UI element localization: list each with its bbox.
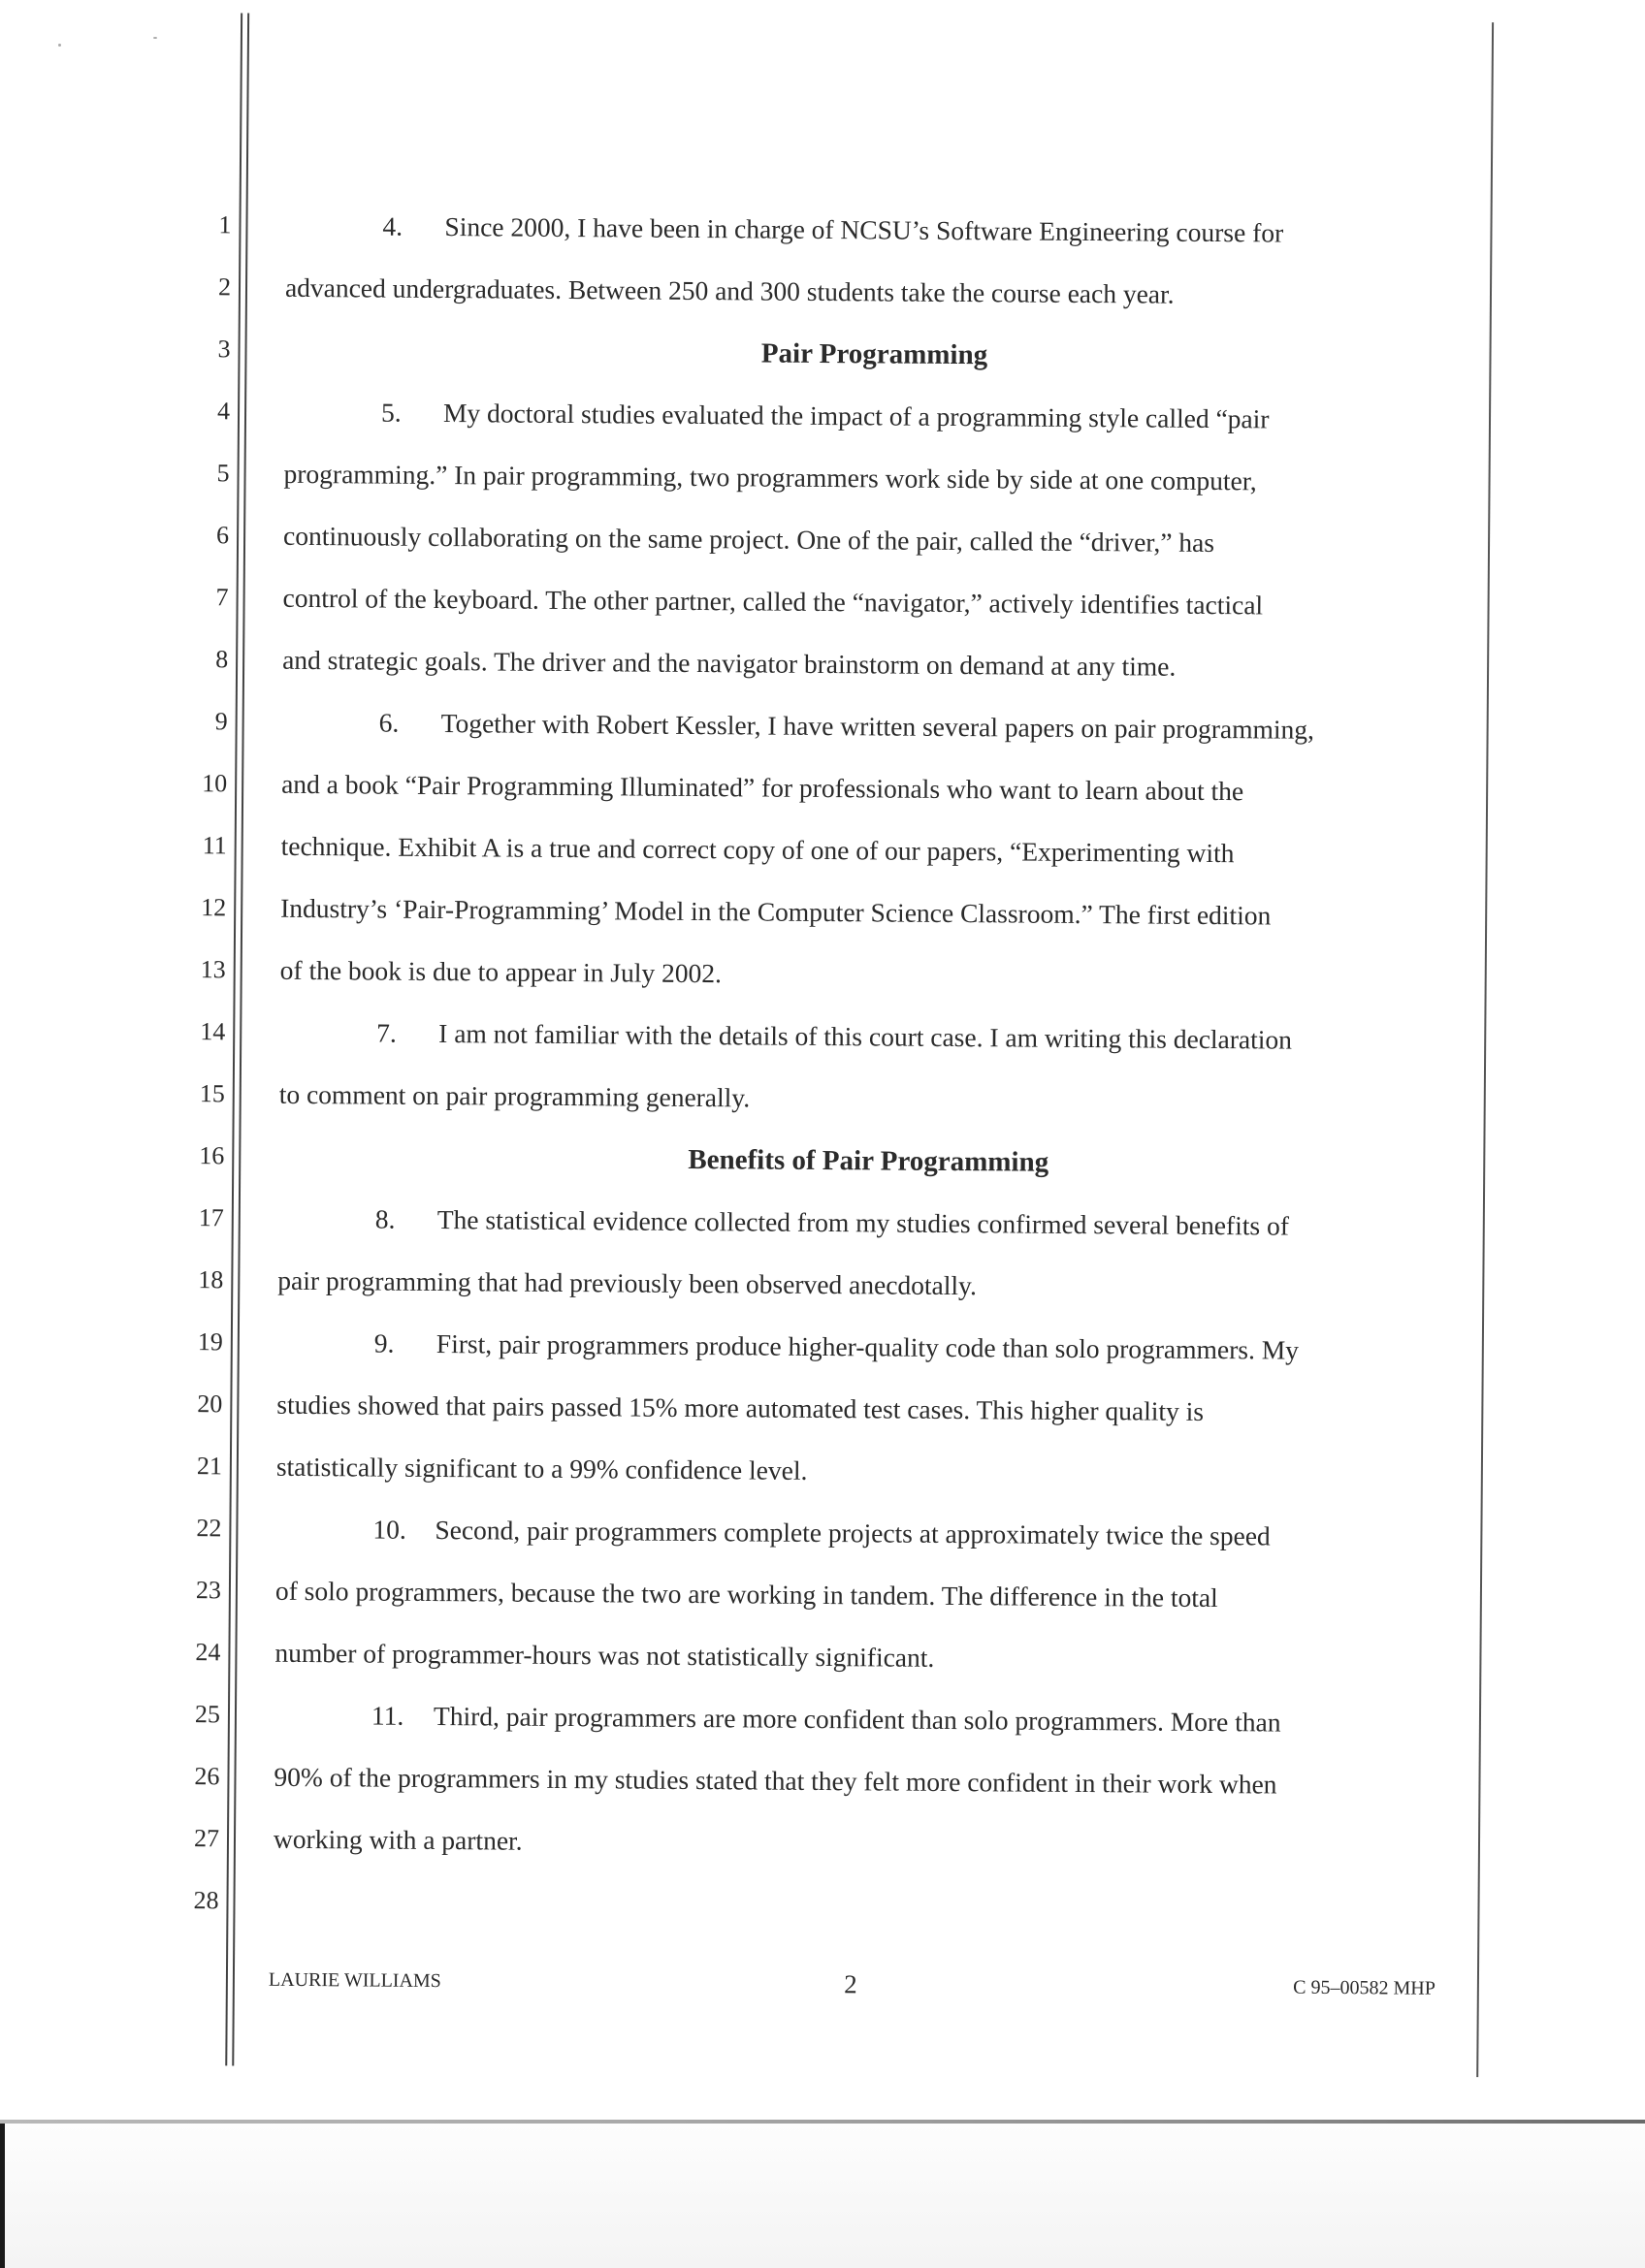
scanner-background	[0, 2124, 1645, 2268]
text-line: pair programming that had previously been observed anecdotally.	[277, 1264, 978, 1301]
paragraph-number: 11.	[371, 1700, 404, 1731]
footer-case-number: C 95–00582 MHP	[1293, 1976, 1435, 1999]
line-number: 19	[197, 1327, 223, 1357]
paragraph-first-line	[382, 196, 1283, 265]
line-number: 18	[198, 1265, 224, 1294]
line-number: 14	[200, 1017, 226, 1046]
text-line: technique. Exhibit A is a true and correct copy of one of our papers, “Experimenting with	[280, 830, 1235, 869]
paragraph-first-line	[374, 1313, 1300, 1382]
right-margin-rule	[1476, 22, 1494, 2077]
line-number: 22	[196, 1514, 222, 1543]
scanner-edge-strip	[0, 2124, 5, 2268]
text-line: of solo programmers, because the two are working in tandem. The difference in the total	[274, 1575, 1218, 1613]
line-number: 7	[215, 583, 229, 612]
line-number: 17	[198, 1203, 224, 1232]
paragraph-number: 6.	[378, 707, 400, 738]
text-line: continuously collaborating on the same project. One of the pair, called the “driver,” has	[282, 520, 1215, 559]
text-line: statistically significant to a 99% confidence level.	[275, 1451, 808, 1485]
line-number: 20	[197, 1390, 223, 1419]
text-line: control of the keyboard. The other partner, called the “navigator,” actively identifies tactical	[282, 582, 1264, 621]
paragraph-number: 9.	[373, 1327, 395, 1358]
text-line: Industry’s ‘Pair-Programming’ Model in the Computer Science Classroom.” The first edition	[280, 892, 1272, 931]
paragraph-first-line	[378, 692, 1314, 761]
paragraph-first-line	[376, 1003, 1292, 1071]
paragraph-text: My doctoral studies evaluated the impact of a programming style called “pair	[442, 398, 1270, 434]
text-line: 90% of the programmers in my studies stated that they felt more confident in their work when	[274, 1761, 1277, 1800]
line-number: 25	[194, 1700, 221, 1729]
line-number: 10	[202, 769, 228, 798]
line-number: 21	[196, 1452, 223, 1481]
line-number: 15	[199, 1079, 225, 1108]
line-number: 4	[216, 397, 231, 426]
paragraph-text: The statistical evidence collected from my studies confirmed several benefits of	[436, 1204, 1290, 1241]
footer-page-number: 2	[844, 1969, 857, 1999]
paragraph-number: 10.	[372, 1514, 406, 1545]
line-number: 12	[201, 893, 227, 922]
paragraph-number: 4.	[382, 210, 403, 241]
text-line: working with a partner.	[273, 1823, 523, 1856]
line-number: 1	[218, 210, 232, 240]
text-line: and a book “Pair Programming Illuminated” for professionals who want to learn about the	[281, 768, 1244, 807]
line-number: 13	[200, 955, 226, 984]
text-line: of the book is due to appear in July 2002.	[279, 954, 723, 989]
text-line: to comment on pair programming generally.	[278, 1078, 751, 1113]
paragraph-number: 8.	[374, 1203, 396, 1234]
line-number: 23	[195, 1576, 222, 1605]
text-line: and strategic goals. The driver and the navigator brainstorm on demand at any time.	[282, 644, 1177, 682]
line-number: 3	[217, 335, 231, 364]
footer-declarant-name: LAURIE WILLIAMS	[268, 1968, 441, 1993]
line-number: 11	[202, 831, 227, 860]
paragraph-first-line	[381, 382, 1270, 451]
paragraph-text: First, pair programmers produce higher-quality code than solo programmers. My	[435, 1328, 1300, 1365]
paragraph-text: I am not familiar with the details of this court case. I am writing this declaration	[438, 1018, 1293, 1055]
text-line: studies showed that pairs passed 15% more automated test cases. This higher quality is	[276, 1389, 1205, 1426]
paragraph-number: 7.	[376, 1017, 397, 1048]
text-line: programming.” In pair programming, two programmers work side by side at one computer,	[283, 458, 1257, 496]
line-number: 26	[194, 1762, 220, 1791]
paragraph-first-line	[375, 1189, 1290, 1258]
paragraph-first-line	[371, 1685, 1281, 1754]
paragraph-first-line	[372, 1499, 1271, 1568]
line-number: 24	[195, 1638, 221, 1667]
line-number: 2	[217, 272, 232, 302]
paragraph-text: Third, pair programmers are more confident than solo programmers. More than	[433, 1701, 1281, 1738]
line-number: 5	[216, 459, 230, 488]
paragraph-number: 5.	[380, 397, 402, 428]
section-heading: Benefits of Pair Programming	[688, 1143, 1049, 1178]
text-line: number of programmer-hours was not statistically significant.	[274, 1637, 935, 1673]
line-number: 8	[215, 645, 229, 674]
line-number: 28	[193, 1886, 219, 1915]
scan-speck	[153, 37, 157, 39]
line-number: 9	[214, 707, 228, 736]
text-line: advanced undergraduates. Between 250 and 300 students take the course each year.	[284, 272, 1175, 309]
paragraph-text: Second, pair programmers complete projects at approximately twice the speed	[435, 1515, 1271, 1551]
line-number: 16	[199, 1141, 225, 1170]
paragraph-text: Since 2000, I have been in charge of NCSU’s Software Engineering course for	[444, 211, 1284, 248]
line-number: 27	[193, 1824, 220, 1853]
section-heading: Pair Programming	[760, 337, 988, 371]
paragraph-text: Together with Robert Kessler, I have written several papers on pair programming,	[440, 708, 1315, 745]
scan-speck	[58, 44, 61, 47]
line-number: 6	[215, 521, 230, 550]
